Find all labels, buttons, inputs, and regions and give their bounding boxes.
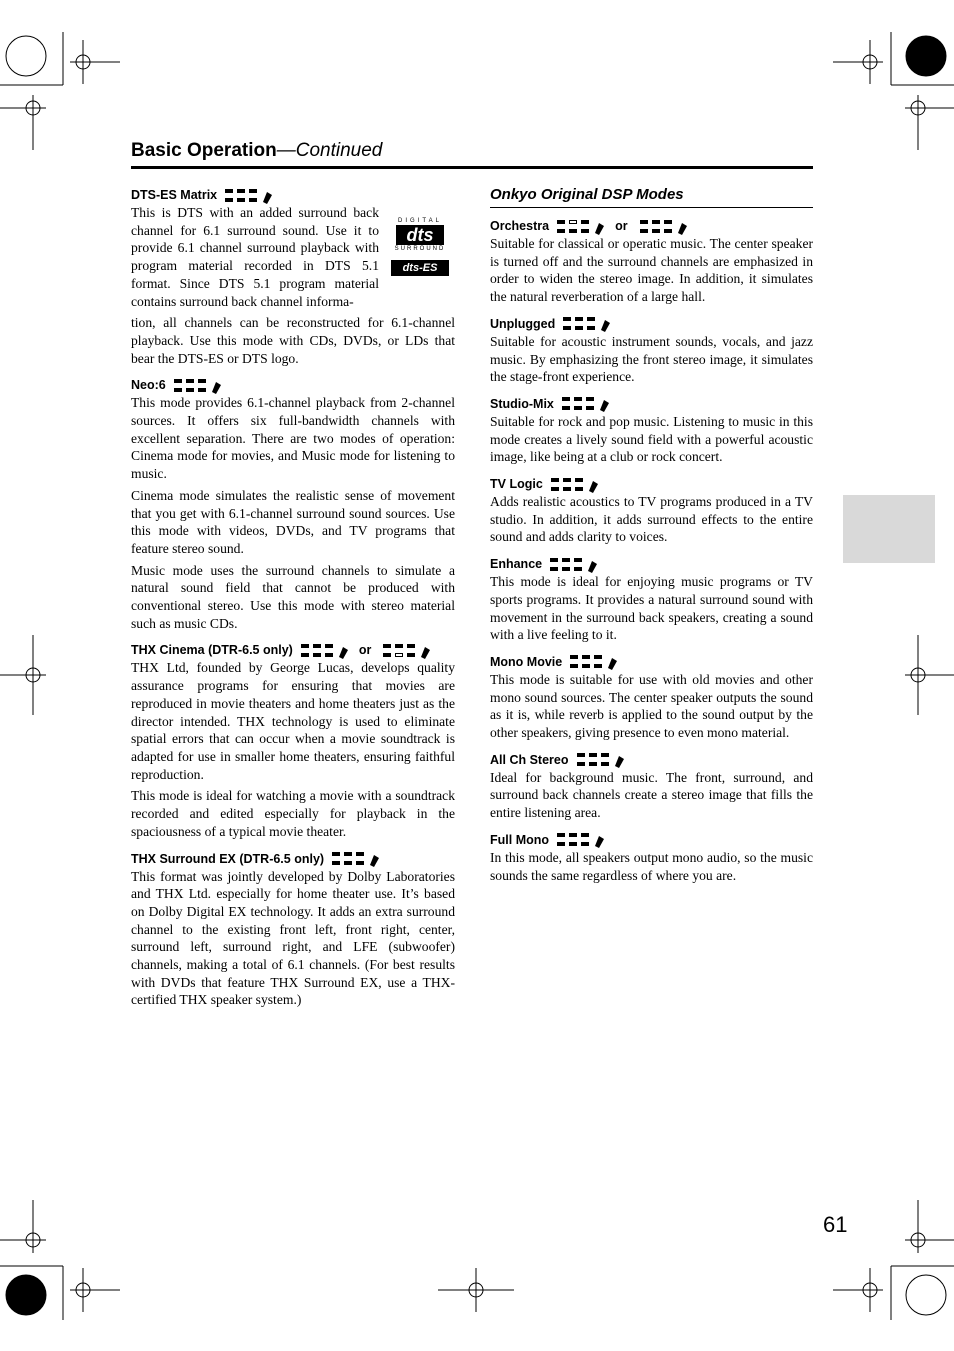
mono-movie-heading <box>490 653 813 671</box>
speaker-config-icon <box>568 653 618 670</box>
paragraph: THX Ltd, founded by George Lucas, develops quality assurance programs for ensuring that movies are reproduced in movie theaters and home theaters just as the director intended. THX technology is used to eliminate spatial errors that can occur when a movie soundtrack is adapted for use in smaller home theaters, ensuring faithful reproduction. <box>131 660 455 782</box>
heading-text: TV Logic <box>490 477 543 492</box>
paragraph: This mode is suitable for use with old movies and other mono sound sources. The center speaker outputs the sound as it is, while reverb is applied to the sound output by the other speakers, giving presence to even mono material. <box>490 671 813 741</box>
heading-text: THX Surround EX (DTR-6.5 only) <box>131 851 325 866</box>
speaker-config-icon <box>172 377 222 394</box>
or-text: or <box>358 643 372 658</box>
tv-logic-heading <box>490 475 813 493</box>
header-continued: —Continued <box>276 140 383 161</box>
paragraph: This format was jointly developed by Dolby Laboratories and THX Ltd. especially for home theater use. It’s based on Dolby Digital EX technology. It adds an extra surround channel to the existing front left, front right, center, surround left, surround right, and LFE (subwoofer) channels, making a total of 6.1 channels. (For best results with DVDs that feature THX Surround EX, use a THX-certified THX speaker system.) <box>131 868 455 1008</box>
side-tab <box>843 495 935 563</box>
dts-top-text: DIGITAL <box>398 218 442 224</box>
heading-text: Orchestra <box>490 219 550 233</box>
heading-text: Enhance <box>490 557 543 572</box>
heading-text: Unplugged <box>490 316 556 331</box>
speaker-config-icon <box>555 218 605 235</box>
speaker-config-icon <box>548 556 598 573</box>
speaker-config-icon <box>638 218 688 235</box>
orchestra-heading <box>490 217 813 235</box>
speaker-config-icon <box>560 395 610 412</box>
or-text: or <box>615 219 628 233</box>
heading-text: DTS-ES Matrix <box>131 188 218 202</box>
heading-text: Mono Movie <box>490 654 563 669</box>
page-number: 61 <box>823 1212 848 1237</box>
thx-cinema-heading <box>131 641 455 659</box>
paragraph: Music mode uses the surround channels to simulate a natural sound field that cannot be produced with conventional stereo. Use this mode with stereo material such as music CDs. <box>131 562 455 631</box>
section-title: Onkyo Original DSP Modes <box>490 186 813 208</box>
speaker-config-icon <box>555 831 605 848</box>
paragraph: tion, all channels can be reconstructed for 6.1-channel playback. Use this mode with CDs, DVDs, or LDs that bear the DTS-ES or DTS logo. <box>131 315 455 366</box>
speaker-config-icon <box>299 642 349 659</box>
header-title: Basic Operation <box>131 140 277 161</box>
paragraph: Suitable for rock and pop music. Listening to music in this mode creates a lively sound field with a powerful acoustic image, like being at a club or rock concert. <box>490 413 813 465</box>
speaker-config-icon <box>561 315 611 332</box>
speaker-config-icon <box>223 187 273 204</box>
paragraph: Ideal for background music. The front, surround, and surround back channels create a stereo image that fills the entire listening area. <box>490 769 813 821</box>
heading-text: Full Mono <box>490 832 550 847</box>
full-mono-heading <box>490 831 813 849</box>
paragraph: This mode provides 6.1-channel playback from 2-channel sources. It offers six full-bandwidth channels with excellent separation. There are two modes of operation: Cinema mode for movies, and Music mode for listening to music. <box>131 395 455 482</box>
paragraph: Adds realistic acoustics to TV programs produced in a TV studio. In addition, it adds surround effects to the entire sound and adds clarity to voices. <box>490 494 813 545</box>
left-column <box>131 186 455 1013</box>
right-column <box>490 186 813 888</box>
paragraph: This mode is ideal for watching a movie with a soundtrack recorded and edited especially for playback in the spaciousness of a typical movie theater. <box>131 788 455 839</box>
dts-bottom-text: SURROUND <box>394 246 446 252</box>
heading-text: THX Cinema (DTR-6.5 only) <box>131 643 293 658</box>
enhance-heading <box>490 555 813 573</box>
speaker-config-icon <box>330 850 380 867</box>
dts-es-matrix-heading <box>131 186 455 204</box>
paragraph: Cinema mode simulates the realistic sense of movement that you get with 6.1-channel surround sound sources. Use this mode with videos, DVDs, and TV programs that feature stereo sound. <box>131 487 455 556</box>
speaker-config-icon <box>575 751 625 768</box>
paragraph: Suitable for classical or operatic music. The center speaker is turned off and the surround channels are emphasized in order to widen the stereo image. In addition, it simulates the natural reverberation of a large hall. <box>490 236 813 305</box>
neo6-heading <box>131 376 455 394</box>
speaker-config-icon <box>381 642 431 659</box>
dts-logo: dts <box>396 225 444 245</box>
paragraph: This mode is ideal for enjoying music programs or TV sports programs. It provides a natural surround sound with movement in the surround back speakers, creating a sound with a live feeling to it. <box>490 574 813 643</box>
heading-text: All Ch Stereo <box>490 752 569 767</box>
speaker-config-icon <box>549 476 599 493</box>
dts-es-logo: dts-ES <box>391 260 449 276</box>
paragraph: This is DTS with an added surround back channel for 6.1 surround sound. Use it to provide 6.1 channel surround playback with program material recorded in DTS 5.1 format. Since DTS 5.1 program material contains surround back channel informa- <box>131 205 379 309</box>
paragraph: In this mode, all speakers output mono audio, so the music sounds the same regardless of where you are. <box>490 849 813 883</box>
heading-text: Studio-Mix <box>490 396 554 411</box>
heading-text: Neo:6 <box>131 378 166 393</box>
header-rule <box>131 166 813 169</box>
thx-surround-ex-heading <box>131 850 455 868</box>
unplugged-heading <box>490 315 813 333</box>
page-header <box>131 140 813 162</box>
studio-mix-heading <box>490 395 813 413</box>
all-ch-stereo-heading <box>490 751 813 769</box>
paragraph: Suitable for acoustic instrument sounds, vocals, and jazz music. By emphasizing the front stereo image, it simulates the stage-front experience. <box>490 333 813 385</box>
